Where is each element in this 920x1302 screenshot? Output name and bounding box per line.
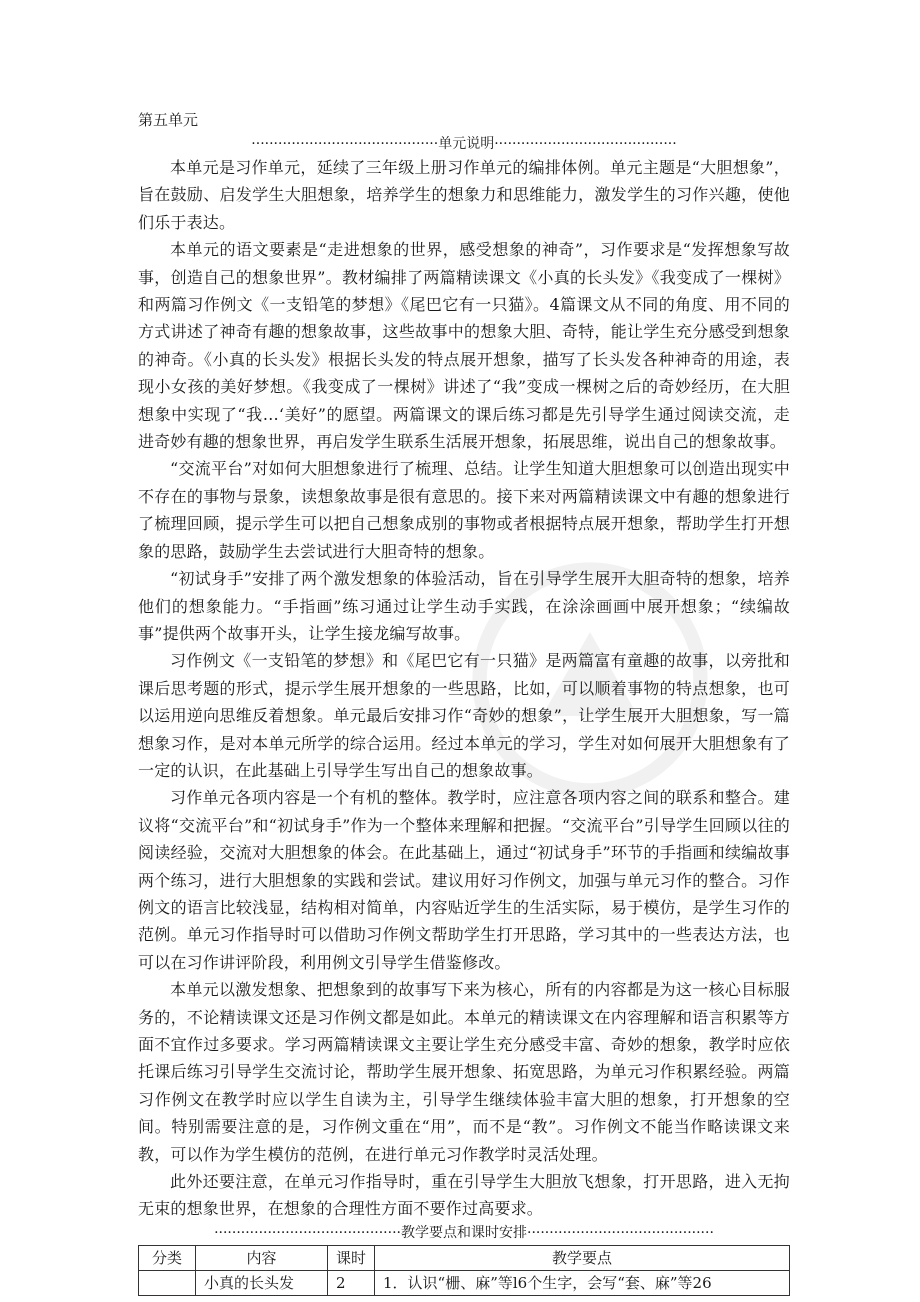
section-divider-unit-description — [138, 134, 790, 154]
dotted-leader: ·········································· — [527, 1224, 714, 1241]
section-title-teaching-points: 教学要点和课时安排 — [401, 1224, 527, 1241]
unit-description-body — [138, 154, 790, 1223]
paragraph: 本单元的语文要素是“走进想象的世界，感受想象的神奇”，习作要求是“发挥想象写故事，创造自己的想象世界”。教材编排了两篇精读课文《小真的长头发》《我变成了一棵树》和两篇习作例文《一支铅笔的梦想》《尾巴它有一只猫》。4篇课文从不同的角度、用不同的方式讲述了神奇有趣的想象故事，这些故事中的想象大胆、奇特，能让学生充分感受到想象的神奇。《小真的长头发》根据长头发的特点展开想象，描写了长头发各种神奇的用途，表现小女孩的美好梦想。《我变成了一棵树》讲述了“我”变成一棵树之后的奇妙经历，在大胆想象中实现了“我…‘美好”的愿望。两篇课文的课后练习都是先引导学生通过阅读交流，走进奇妙有趣的想象世界，再启发学生联系生活展开想象，拓展思维，说出自己的想象故事。 — [138, 240, 790, 452]
paragraph: “交流平台”对如何大胆想象进行了梳理、总结。让学生知道大胆想象可以创造出现实中不存在的事物与景象，读想象故事是很有意思的。接下来对两篇精读课文中有趣的想象进行了梳理回顾，提示学生可以把自己想象成别的事物或者根据特点展开想象，帮助学生打开想象的思路，鼓励学生去尝试进行大胆奇特的想象。 — [138, 459, 790, 561]
table-header-row — [139, 1245, 790, 1270]
table-row — [139, 1270, 790, 1295]
document-page — [138, 110, 790, 1296]
header-category: 分类 — [139, 1245, 196, 1270]
cell-content: 小真的长头发 — [196, 1270, 328, 1295]
paragraph: 此外还要注意，在单元习作指导时，重在引导学生大胆放飞想象，打开思路，进入无拘无束的想象世界，在想象的合理性方面不要作过高要求。 — [138, 1172, 790, 1219]
cell-teaching-points: 1．认识“栅、麻”等l6个生字，会写“套、麻”等26 — [375, 1270, 790, 1295]
section-divider-teaching-points — [138, 1223, 790, 1243]
section-title-unit-description: 单元说明 — [438, 136, 495, 152]
dotted-leader: ·········································· — [251, 136, 439, 152]
header-content: 内容 — [196, 1245, 328, 1270]
paragraph: 习作例文《一支铅笔的梦想》和《尾巴它有一只猫》是两篇富有童趣的故事，以旁批和课后思考题的形式，提示学生展开想象的一些思路，比如，可以顺着事物的特点想象，也可以运用逆向思维反着想象。单元最后安排习作“奇妙的想象”，让学生展开大胆想象，写一篇想象习作，是对本单元所学的综合运用。经过本单元的学习，学生对如何展开大胆想象有了一定的认识，在此基础上引导学生写出自己的想象故事。 — [138, 651, 790, 780]
header-teaching-points: 教学要点 — [375, 1245, 790, 1270]
paragraph: 本单元是习作单元，延续了三年级上册习作单元的编排体例。单元主题是“大胆想象”，旨在鼓励、启发学生大胆想象，培养学生的想象力和思维能力，激发学生的习作兴趣，使他们乐于表达。 — [138, 158, 790, 232]
teaching-plan-table — [138, 1245, 790, 1296]
paragraph: “初试身手”安排了两个激发想象的体验活动，旨在引导学生展开大胆奇特的想象，培养他们的想象能力。“手指画”练习通过让学生动手实践，在涂涂画画中展开想象；“续编故事”提供两个故事开头，让学生接龙编写故事。 — [138, 569, 790, 643]
header-periods: 课时 — [328, 1245, 375, 1270]
dotted-leader: ········································· — [494, 136, 677, 152]
cell-category — [139, 1270, 196, 1295]
unit-title: 第五单元 — [138, 111, 199, 129]
paragraph: 习作单元各项内容是一个有机的整体。教学时，应注意各项内容之间的联系和整合。建议将“交流平台”和“初试身手”作为一个整体来理解和把握。“交流平台”引导学生回顾以往的阅读经验，交流对大胆想象的体会。在此基础上，通过“初试身手”环节的手指画和续编故事两个练习，进行大胆想象的实践和尝试。建议用好习作例文，加强与单元习作的整合。习作例文的语言比较浅显，结构相对简单，内容贴近学生的生活实际，易于模仿，是学生习作的范例。单元习作指导时可以借助习作例文帮助学生打开思路，学习其中的一些表达方法，也可以在习作讲评阶段，利用例文引导学生借鉴修改。 — [138, 788, 790, 972]
cell-periods: 2 — [328, 1270, 375, 1295]
dotted-leader: ·········································· — [214, 1224, 401, 1241]
paragraph: 本单元以激发想象、把想象到的故事写下来为核心，所有的内容都是为这一核心目标服务的，不论精读课文还是习作例文都是如此。本单元的精读课文在内容理解和语言积累等方面不宜作过多要求。学习两篇精读课文主要让学生充分感受丰富、奇妙的想象，教学时应依托课后练习引导学生交流讨论，帮助学生展开想象、拓宽思路，为单元习作积累经验。两篇习作例文在教学时应以学生自读为主，引导学生继续体验丰富大胆的想象，打开想象的空间。特别需要注意的是，习作例文重在“用”，而不是“教”。习作例文不能当作略读课文来教，可以作为学生模仿的范例，在进行单元习作教学时灵活处理。 — [138, 980, 790, 1164]
